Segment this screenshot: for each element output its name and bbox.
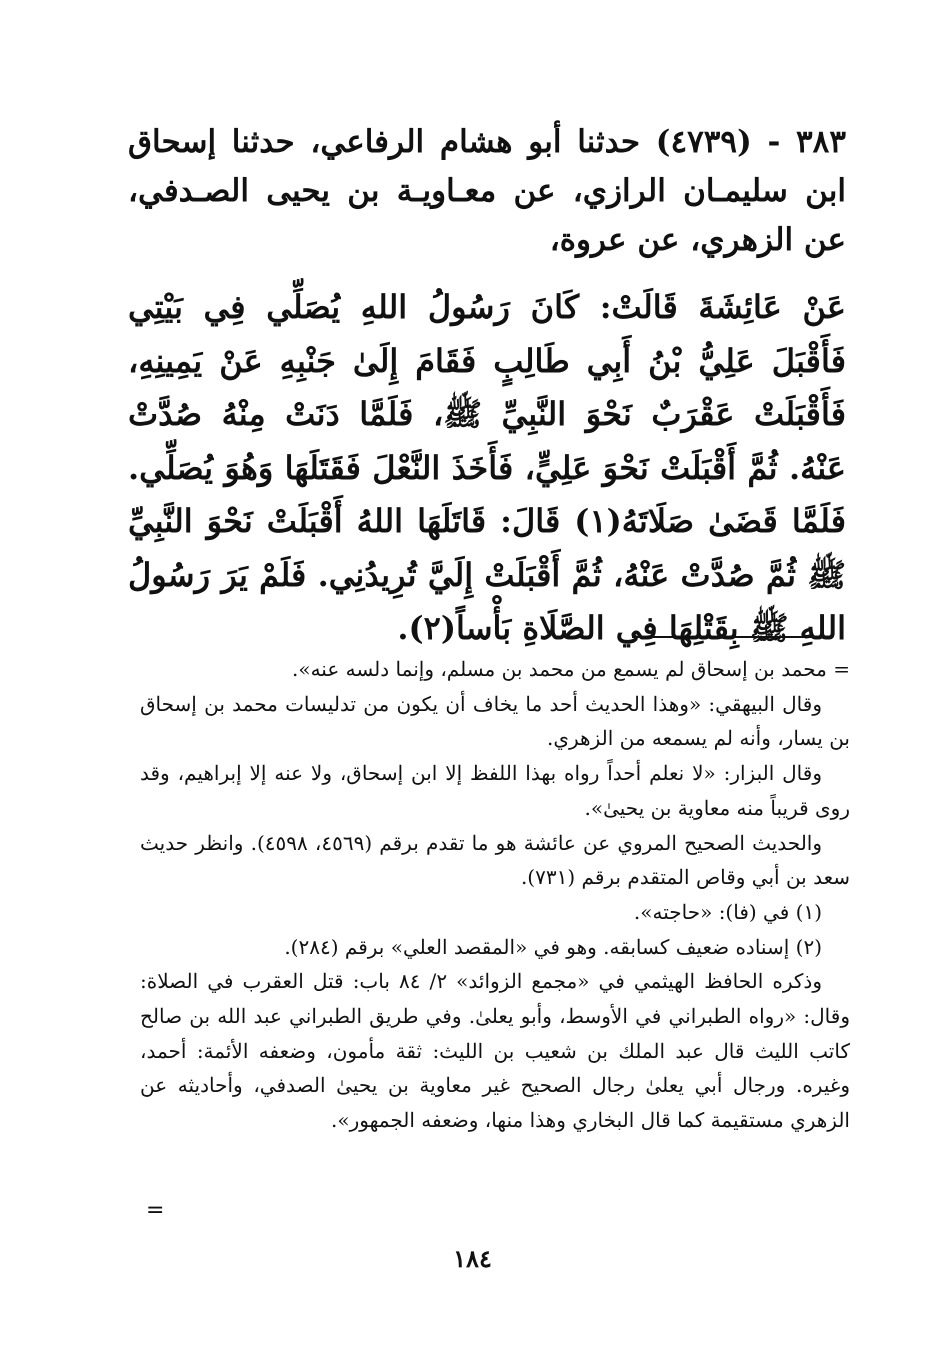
page-number: ١٨٤ [453, 1244, 492, 1273]
footnote-bazzar: وقال البزار: «لا نعلم أحداً رواه بهذا اللفظ إلا ابن إسحاق، ولا عنه إلا إبراهيم، وقد روى قريباً منه معاوية بن يحيىٰ». [140, 761, 850, 820]
footnote-1: (١) في (فا): «حاجته». [633, 899, 822, 924]
footnote-separator [632, 636, 832, 638]
hadith-isnad: ٣٨٣ - (٤٧٣٩) حدثنا أبو هشام الرفاعي، حدثنا إسحاق ابن سليمـان الرازي، عن معـاويـة بن يحيى الصـدفي، عن الزهري، عن عروة، [128, 124, 846, 258]
footnote-2: (٢) إسناده ضعيف كسابقه. وهو في «المقصد العلي» برقم (٢٨٤). [284, 934, 822, 959]
footnote-continuation: = محمد بن إسحاق لم يسمع من محمد بن مسلم، وإنما دلسه عنه». [291, 657, 850, 681]
footnote-sahih: والحديث الصحيح المروي عن عائشة هو ما تقدم برقم (٤٥٦٩، ٤٥٩٨). وانظر حديث سعد بن أبي وقاص المتقدم برقم (٧٣١). [140, 830, 850, 890]
continuation-mark: = [146, 1198, 165, 1223]
footnote-haythami: وذكره الحافظ الهيثمي في «مجمع الزوائد» ٢/ ٨٤ باب: قتل العقرب في الصلاة: وقال: «رواه الطبراني في الأوسط، وأبو يعلىٰ. وفي طريق الطبراني عبد الله بن صالح كاتب الليث قال عبد الملك بن شعيب بن الليث: ثقة مأمون، وضعفه الأئمة: أحمد، وغيره. ورجال أبي يعلىٰ رجال الصحيح غير معاوية بن يحيىٰ الصدفي، وأحاديثه عن الزهري مستقيمة كما قال البخاري وهذا منها، وضعفه الجمهور». [140, 969, 850, 1133]
hadith-matn: عَنْ عَائِشَةَ قَالَتْ: كَانَ رَسُولُ اللهِ يُصَلِّي فِي بَيْتِي فَأَقْبَلَ عَلِيُّ بْنُ أَبِي طَالِبٍ فَقَامَ إِلَىٰ جَنْبِهِ عَنْ يَمِينِهِ، فَأَقْبَلَتْ عَقْرَبٌ نَحْوَ النَّبِيِّ ﷺ، فَلَمَّا دَنَتْ مِنْهُ صُدَّتْ عَنْهُ. ثُمَّ أَقْبَلَتْ نَحْوَ عَلِيٍّ، فَأَخَذَ النَّعْلَ فَقَتَلَهَا وَهُوَ يُصَلِّي. فَلَمَّا قَضَىٰ صَلَاتَهُ(١) قَالَ: قَاتَلَهَا اللهُ أَقْبَلَتْ نَحْوَ النَّبِيِّ ﷺ ثُمَّ صُدَّتْ عَنْهُ، ثُمَّ أَقْبَلَتْ إِلَيَّ تُرِيدُنِي. فَلَمْ يَرَ رَسُولُ اللهِ ﷺ بِقَتْلِهَا فِي الصَّلَاةِ بَأْساً(٢). [128, 288, 847, 647]
main-text [128, 118, 846, 656]
footnotes [140, 652, 850, 1138]
footnote-bayhaqi: وقال البيهقي: «وهذا الحديث أحد ما يخاف أن يكون من تدليسات محمد بن إسحاق بن يسار، وأنه لم يسمعه من الزهري. [140, 691, 850, 751]
